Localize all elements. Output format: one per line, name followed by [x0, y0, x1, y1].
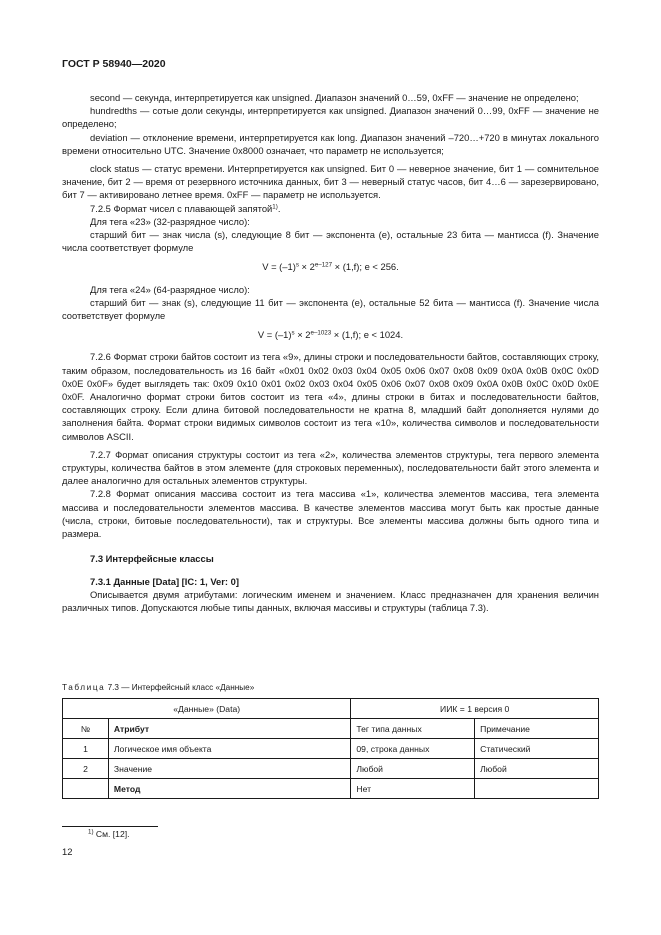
table-class-name: «Данные» (Data)	[63, 699, 351, 719]
method-note	[475, 779, 599, 799]
formula-32bit	[62, 260, 599, 273]
paragraph-clock-status: clock status — статус времени. Интерпретируется как unsigned. Бит 0 — неверное значение, бит 1 — сомнительное значение, бит 2 — время от резервного источника данных, бит 3 — неверный статус часов, бит 4…6 — зарезервировано, бит 7 — активировано летнее время. 0xFF — параметр не используется.	[62, 163, 599, 201]
footnote	[88, 829, 130, 839]
paragraph-7-2-8: 7.2.8 Формат описания массива состоит из тега массива «1», количества элементов массива, тега элемента массива и последовательности элементов массива. В качестве элементов массива могут быть как простые данные (числа, строки, битовые последовательности), так и структуры. Все элементы массива должны быть одного типа и размера.	[62, 488, 599, 540]
paragraph-7-2-6: 7.2.6 Формат строки байтов состоит из тега «9», длины строки и последовательности байтов, составляющих строку, таким образом, последовательность из 16 байт «0x01 0x02 0x03 0x04 0x05 0x06 0x07 0x08 0x09 0x0A 0x0B 0x0C 0x0D 0x0E 0x0F» будет выглядеть так: 0x09 0x10 0x01 0x02 0x03 0x04 0x05 0x06 0x07 0x08 0x09 0x0A 0x0B 0x0C 0x0D 0x0E 0x0F. Аналогично формат строки битов состоит из тега «4», длины строки в битах и последовательности байтов, составляющих строку. Если длина битовой последовательности не кратна 8, младший байт дополняется нулями до заполнения байта. Формат строки видимых символов состоит из тега «10», количества символов и последовательности символов ASCII.	[62, 351, 599, 442]
column-header-attribute: Атрибут	[108, 719, 350, 739]
formula-32bit-pre: V = (–1)	[262, 261, 296, 273]
row-number: 2	[63, 759, 109, 779]
table-column-header-row	[63, 719, 599, 739]
formula-32bit-mid: × 2	[298, 261, 315, 273]
heading-7-2-5-dot: .	[277, 202, 281, 214]
row-number: 1	[63, 739, 109, 759]
footnote-text: См. [12].	[93, 829, 130, 839]
table-method-row	[63, 779, 599, 799]
formula-64bit	[62, 328, 599, 341]
interface-class-table	[62, 698, 599, 799]
main-text	[62, 91, 599, 614]
paragraph-7-3-1: Описывается двумя атрибутами: логическим именем и значением. Класс предназначен для хранения величин различных типов. Допускаются любые типы данных, включая массивы и структуры (таблица 7.3).	[62, 588, 599, 613]
heading-7-2-5	[62, 202, 599, 215]
row-attribute: Значение	[108, 759, 350, 779]
table-caption	[62, 683, 254, 692]
paragraph-tag-23-description: старший бит — знак числа (s), следующие 8 бит — экспонента (e), остальные 23 бита — мантисса (f). Значение числа соответствует формуле	[62, 229, 599, 254]
formula-32bit-exponent: e–127	[314, 261, 333, 269]
row-attribute: Логическое имя объекта	[108, 739, 350, 759]
column-header-data-type-tag: Тег типа данных	[351, 719, 475, 739]
table-header-row	[63, 699, 599, 719]
footnote-mark: 1)	[88, 828, 94, 836]
paragraph-7-2-7: 7.2.7 Формат описания структуры состоит из тега «2», количества элементов структуры, тега первого элемента структуры, количества байтов в этом элементе (для строковых переменных), последовательности байт этого элемента и далее аналогично для остальных элементов структуры.	[62, 448, 599, 487]
method-label: Метод	[108, 779, 350, 799]
paragraph-hundredths: hundredths — сотые доли секунды, интерпретируется как unsigned. Диапазон значений 0…99, 0xFF — значение не определено;	[62, 105, 599, 130]
formula-64bit-pre: V = (–1)	[257, 329, 292, 341]
method-row-number	[63, 779, 109, 799]
table-class-id: ИИК = 1 версия 0	[351, 699, 599, 719]
subsection-title-7-3-1: 7.3.1 Данные [Data] [IC: 1, Ver: 0]	[90, 575, 239, 587]
paragraph-deviation: deviation — отклонение времени, интерпретируется как long. Диапазон значений –720…+720 в минутах локального времени относительно UTC. Значение 0x8000 означает, что параметр не используется;	[62, 131, 599, 156]
formula-64bit-post: × (1,f); e < 1024.	[331, 329, 404, 341]
column-header-note: Примечание	[475, 719, 599, 739]
footnote-separator	[62, 826, 158, 827]
formula-32bit-post: × (1,f); e < 256.	[332, 261, 399, 273]
column-header-number: №	[63, 719, 109, 739]
formula-64bit-sign-exponent: s	[291, 329, 295, 337]
page-number: 12	[62, 846, 73, 857]
section-title-7-3: 7.3 Интерфейсные классы	[90, 553, 214, 565]
row-note: Статический	[475, 739, 599, 759]
formula-32bit-sign-exponent: s	[295, 261, 299, 269]
table-caption-title: 7.3 — Интерфейсный класс «Данные»	[105, 683, 255, 692]
paragraph-second: second — секунда, интерпретируется как unsigned. Диапазон значений 0…59, 0xFF — значение не определено;	[90, 92, 579, 103]
paragraph-tag-24-description: старший бит — знак (s), следующие 11 бит — экспонента (e), остальные 52 бита — мантисса (f). Значение числа соответствует формуле	[62, 296, 599, 322]
row-data-type-tag: Любой	[351, 759, 475, 779]
formula-64bit-exponent: e–1023	[310, 329, 332, 337]
footnote-reference: 1)	[272, 203, 278, 211]
table-row	[63, 759, 599, 779]
table-caption-word: Таблица	[62, 683, 106, 692]
formula-64bit-mid: × 2	[294, 329, 311, 341]
row-data-type-tag: 09, строка данных	[351, 739, 475, 759]
method-data-type-tag: Нет	[351, 779, 475, 799]
paragraph-tag-23: Для тега «23» (32-разрядное число):	[90, 215, 250, 227]
document-header: ГОСТ Р 58940—2020	[62, 58, 166, 70]
paragraph-tag-24: Для тега «24» (64-разрядное число):	[90, 283, 250, 295]
table-row	[63, 739, 599, 759]
heading-7-2-5-text: 7.2.5 Формат чисел с плавающей запятой	[90, 202, 273, 214]
row-note: Любой	[475, 759, 599, 779]
